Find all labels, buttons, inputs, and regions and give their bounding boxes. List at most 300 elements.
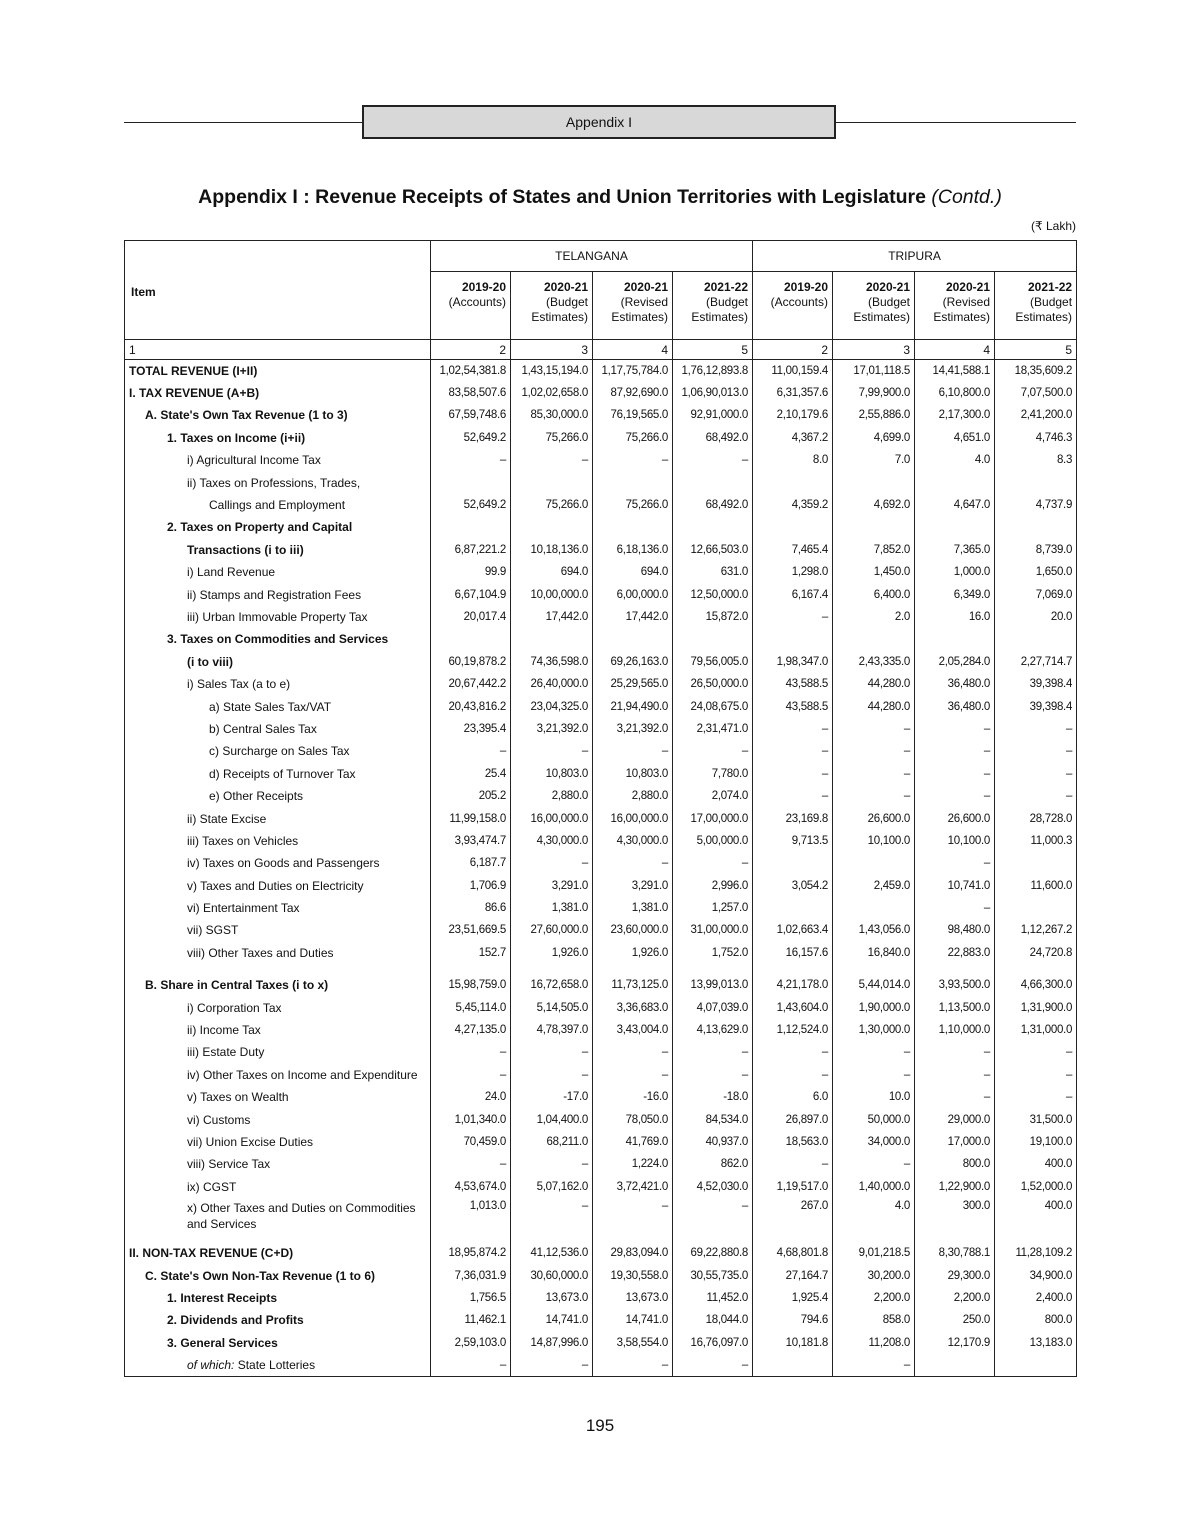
year-header — [593, 272, 673, 340]
value-cell: 18,044.0 — [673, 1309, 753, 1331]
value-cell — [915, 516, 995, 538]
value-cell: 4,52,030.0 — [673, 1176, 753, 1198]
value-cell: 23,04,325.0 — [511, 695, 593, 717]
value-cell: 3,291.0 — [593, 874, 673, 896]
spacer-cell — [915, 1232, 995, 1242]
value-cell: – — [833, 1153, 915, 1175]
value-cell: 30,55,735.0 — [673, 1264, 753, 1286]
value-cell: 1,02,02,658.0 — [511, 382, 593, 404]
value-cell: 1,43,15,194.0 — [511, 360, 593, 382]
value-cell: 14,741.0 — [511, 1309, 593, 1331]
value-cell: 50,000.0 — [833, 1108, 915, 1130]
spacer-cell — [431, 964, 511, 974]
value-cell: 7,852.0 — [833, 539, 915, 561]
spacer-cell — [995, 964, 1077, 974]
row-label: iii) Urban Immovable Property Tax — [125, 606, 431, 628]
value-cell: 7,069.0 — [995, 583, 1077, 605]
row-label: 1. Taxes on Income (i+ii) — [125, 427, 431, 449]
value-cell: 70,459.0 — [431, 1131, 511, 1153]
value-cell: – — [915, 852, 995, 874]
table-row — [125, 874, 1077, 896]
value-cell: 27,60,000.0 — [511, 919, 593, 941]
row-label: i) Corporation Tax — [125, 996, 431, 1018]
value-cell: 205.2 — [431, 785, 511, 807]
value-cell — [431, 628, 511, 650]
spacer-cell — [833, 964, 915, 974]
row-label: 3. General Services — [125, 1332, 431, 1354]
row-label: iii) Taxes on Vehicles — [125, 830, 431, 852]
value-cell: 2,880.0 — [511, 785, 593, 807]
value-cell: 1,30,000.0 — [833, 1019, 915, 1041]
value-cell: 25,29,565.0 — [593, 673, 673, 695]
value-cell: 1,31,000.0 — [995, 1019, 1077, 1041]
value-cell: -18.0 — [673, 1086, 753, 1108]
value-cell: 1,925.4 — [753, 1287, 833, 1309]
row-label: v) Taxes and Duties on Electricity — [125, 874, 431, 896]
value-cell — [673, 516, 753, 538]
table-row — [125, 651, 1077, 673]
table-row — [125, 1019, 1077, 1041]
row-label: iv) Taxes on Goods and Passengers — [125, 852, 431, 874]
value-cell: 43,588.5 — [753, 695, 833, 717]
value-cell: 1,22,900.0 — [915, 1176, 995, 1198]
value-cell: 1,01,340.0 — [431, 1108, 511, 1130]
appendix-banner: Appendix I — [362, 105, 836, 139]
value-cell: 34,900.0 — [995, 1264, 1077, 1286]
value-cell: – — [833, 1064, 915, 1086]
value-cell: 26,40,000.0 — [511, 673, 593, 695]
estimate-type-line2: Estimates) — [1015, 310, 1073, 324]
value-cell: 10,181.8 — [753, 1332, 833, 1354]
value-cell: – — [995, 740, 1077, 762]
row-label: vi) Customs — [125, 1108, 431, 1130]
value-cell: – — [673, 852, 753, 874]
value-cell: 6,167.4 — [753, 583, 833, 605]
value-cell: 27,164.7 — [753, 1264, 833, 1286]
value-cell — [753, 628, 833, 650]
value-cell: 400.0 — [995, 1153, 1077, 1175]
spacer-cell — [593, 1232, 673, 1242]
table-row — [125, 807, 1077, 829]
value-cell: 86.6 — [431, 897, 511, 919]
value-cell: 13,673.0 — [511, 1287, 593, 1309]
value-cell: – — [753, 1064, 833, 1086]
value-cell: 1,43,056.0 — [833, 919, 915, 941]
value-cell: 10,100.0 — [833, 830, 915, 852]
spacer-cell — [753, 964, 833, 974]
value-cell: 400.0 — [995, 1198, 1077, 1232]
value-cell: 16.0 — [915, 606, 995, 628]
value-cell: 1,17,75,784.0 — [593, 360, 673, 382]
value-cell: 24.0 — [431, 1086, 511, 1108]
table-row — [125, 1108, 1077, 1130]
table-row — [125, 427, 1077, 449]
value-cell: 14,741.0 — [593, 1309, 673, 1331]
row-label: vii) SGST — [125, 919, 431, 941]
value-cell: – — [833, 785, 915, 807]
table-row — [125, 974, 1077, 996]
year-header — [673, 272, 753, 340]
value-cell: 3,054.2 — [753, 874, 833, 896]
value-cell: 23,51,669.5 — [431, 919, 511, 941]
value-cell: 5,14,505.0 — [511, 996, 593, 1018]
value-cell: 152.7 — [431, 942, 511, 964]
value-cell: – — [593, 1064, 673, 1086]
item-header: Item — [125, 241, 431, 340]
column-index: 5 — [995, 340, 1077, 360]
estimate-type-line2: Estimates) — [933, 310, 990, 324]
row-label: ii) Taxes on Professions, Trades, — [125, 471, 431, 493]
value-cell: 1,013.0 — [431, 1198, 511, 1232]
value-cell: 9,01,218.5 — [833, 1242, 915, 1264]
value-cell: 13,99,013.0 — [673, 974, 753, 996]
value-cell: – — [593, 1198, 673, 1232]
value-cell: 13,183.0 — [995, 1332, 1077, 1354]
value-cell: 694.0 — [511, 561, 593, 583]
value-cell: 4,30,000.0 — [593, 830, 673, 852]
value-cell: 6,400.0 — [833, 583, 915, 605]
row-label: B. Share in Central Taxes (i to x) — [125, 974, 431, 996]
row-label: ii) State Excise — [125, 807, 431, 829]
value-cell: 11,462.1 — [431, 1309, 511, 1331]
table-row — [125, 964, 1077, 974]
value-cell: 11,28,109.2 — [995, 1242, 1077, 1264]
column-index: 2 — [753, 340, 833, 360]
value-cell: 11,73,125.0 — [593, 974, 673, 996]
state-header-tripura: TRIPURA — [753, 241, 1077, 272]
value-cell: 4,21,178.0 — [753, 974, 833, 996]
value-cell: 10,741.0 — [915, 874, 995, 896]
value-cell — [915, 628, 995, 650]
value-cell — [753, 1354, 833, 1376]
value-cell: – — [995, 1064, 1077, 1086]
value-cell: 2,43,335.0 — [833, 651, 915, 673]
value-cell: 2,074.0 — [673, 785, 753, 807]
value-cell: 3,21,392.0 — [593, 718, 673, 740]
value-cell — [833, 471, 915, 493]
value-cell: 2,459.0 — [833, 874, 915, 896]
value-cell: 31,500.0 — [995, 1108, 1077, 1130]
value-cell: 79,56,005.0 — [673, 651, 753, 673]
value-cell: 1,381.0 — [593, 897, 673, 919]
value-cell: 4,68,801.8 — [753, 1242, 833, 1264]
estimate-type-line2: Estimates) — [691, 310, 748, 324]
value-cell: 13,673.0 — [593, 1287, 673, 1309]
value-cell — [753, 897, 833, 919]
spacer-cell — [673, 1232, 753, 1242]
value-cell: 7,99,900.0 — [833, 382, 915, 404]
table-row — [125, 852, 1077, 874]
value-cell: 18,35,609.2 — [995, 360, 1077, 382]
value-cell: 1,706.9 — [431, 874, 511, 896]
value-cell: 8.0 — [753, 449, 833, 471]
value-cell: – — [673, 449, 753, 471]
spacer-cell — [125, 964, 431, 974]
value-cell — [995, 516, 1077, 538]
table-row — [125, 897, 1077, 919]
value-cell: – — [511, 1064, 593, 1086]
value-cell: 5,44,014.0 — [833, 974, 915, 996]
value-cell: – — [995, 1086, 1077, 1108]
row-label: vii) Union Excise Duties — [125, 1131, 431, 1153]
value-cell: 1,40,000.0 — [833, 1176, 915, 1198]
value-cell — [593, 471, 673, 493]
value-cell: 2,200.0 — [833, 1287, 915, 1309]
value-cell: 30,60,000.0 — [511, 1264, 593, 1286]
value-cell: 2,200.0 — [915, 1287, 995, 1309]
value-cell: 23,169.8 — [753, 807, 833, 829]
table-row — [125, 830, 1077, 852]
column-index: 4 — [915, 340, 995, 360]
row-label: d) Receipts of Turnover Tax — [125, 763, 431, 785]
state-header-telangana: TELANGANA — [431, 241, 753, 272]
estimate-type: (Revised — [942, 295, 990, 309]
header-rule-right — [836, 122, 1076, 123]
value-cell: 29,83,094.0 — [593, 1242, 673, 1264]
year-header — [833, 272, 915, 340]
spacer-cell — [833, 1232, 915, 1242]
value-cell: – — [673, 740, 753, 762]
value-cell: 5,07,162.0 — [511, 1176, 593, 1198]
value-cell: 7.0 — [833, 449, 915, 471]
value-cell: 20,67,442.2 — [431, 673, 511, 695]
column-index: 3 — [833, 340, 915, 360]
value-cell: 8,30,788.1 — [915, 1242, 995, 1264]
row-label: e) Other Receipts — [125, 785, 431, 807]
estimate-type: (Budget — [705, 295, 748, 309]
value-cell: 800.0 — [995, 1309, 1077, 1331]
table-row — [125, 785, 1077, 807]
table-row — [125, 942, 1077, 964]
row-label: b) Central Sales Tax — [125, 718, 431, 740]
row-label: i) Agricultural Income Tax — [125, 449, 431, 471]
value-cell — [995, 852, 1077, 874]
value-cell: 20,017.4 — [431, 606, 511, 628]
value-cell — [753, 852, 833, 874]
table-row — [125, 628, 1077, 650]
value-cell: 858.0 — [833, 1309, 915, 1331]
value-cell: 4,66,300.0 — [995, 974, 1077, 996]
table-row — [125, 1264, 1077, 1286]
estimate-type: (Budget — [1030, 295, 1073, 309]
value-cell: 20,43,816.2 — [431, 695, 511, 717]
year-header — [511, 272, 593, 340]
value-cell: 10,00,000.0 — [511, 583, 593, 605]
value-cell: 6,10,800.0 — [915, 382, 995, 404]
value-cell: 11,452.0 — [673, 1287, 753, 1309]
value-cell: 6,31,357.6 — [753, 382, 833, 404]
value-cell: – — [995, 785, 1077, 807]
value-cell: 68,211.0 — [511, 1131, 593, 1153]
value-cell — [511, 516, 593, 538]
value-cell — [995, 628, 1077, 650]
value-cell: 1,756.5 — [431, 1287, 511, 1309]
value-cell: – — [915, 1064, 995, 1086]
row-label: I. TAX REVENUE (A+B) — [125, 382, 431, 404]
table-row — [125, 382, 1077, 404]
value-cell: 6,349.0 — [915, 583, 995, 605]
value-cell: – — [593, 1041, 673, 1063]
value-cell: 1,31,900.0 — [995, 996, 1077, 1018]
estimate-type: (Budget — [545, 295, 588, 309]
table-body — [125, 360, 1077, 1377]
value-cell: – — [673, 1354, 753, 1376]
value-cell — [511, 471, 593, 493]
value-cell: 4,692.0 — [833, 494, 915, 516]
value-cell: 43,588.5 — [753, 673, 833, 695]
value-cell: 7,365.0 — [915, 539, 995, 561]
value-cell — [593, 516, 673, 538]
year-label: 2020-21 — [623, 280, 668, 294]
value-cell: 2,17,300.0 — [915, 404, 995, 426]
value-cell: 694.0 — [593, 561, 673, 583]
value-cell: 11,99,158.0 — [431, 807, 511, 829]
value-cell: 16,00,000.0 — [511, 807, 593, 829]
estimate-type-line2: Estimates) — [611, 310, 668, 324]
value-cell: 862.0 — [673, 1153, 753, 1175]
year-label: 2020-21 — [543, 280, 588, 294]
value-cell — [833, 897, 915, 919]
value-cell: 3,291.0 — [511, 874, 593, 896]
table-row — [125, 583, 1077, 605]
value-cell: 1,52,000.0 — [995, 1176, 1077, 1198]
column-index: 1 — [125, 340, 431, 360]
value-cell: 2,27,714.7 — [995, 651, 1077, 673]
value-cell — [753, 471, 833, 493]
value-cell: 4,699.0 — [833, 427, 915, 449]
row-label: viii) Service Tax — [125, 1153, 431, 1175]
value-cell: 18,95,874.2 — [431, 1242, 511, 1264]
value-cell: 75,266.0 — [593, 494, 673, 516]
row-label: a) State Sales Tax/VAT — [125, 695, 431, 717]
value-cell: – — [431, 1041, 511, 1063]
value-cell — [915, 471, 995, 493]
row-label: C. State's Own Non-Tax Revenue (1 to 6) — [125, 1264, 431, 1286]
value-cell: 4,07,039.0 — [673, 996, 753, 1018]
value-cell: 6,187.7 — [431, 852, 511, 874]
value-cell: – — [511, 449, 593, 471]
value-cell: 83,58,507.6 — [431, 382, 511, 404]
value-cell: 29,000.0 — [915, 1108, 995, 1130]
value-cell: – — [593, 449, 673, 471]
value-cell: – — [915, 763, 995, 785]
year-label: 2020-21 — [945, 280, 990, 294]
value-cell: – — [833, 1041, 915, 1063]
row-label: i) Land Revenue — [125, 561, 431, 583]
value-cell: 1,19,517.0 — [753, 1176, 833, 1198]
spacer-cell — [431, 1232, 511, 1242]
value-cell: 250.0 — [915, 1309, 995, 1331]
value-cell: 92,91,000.0 — [673, 404, 753, 426]
value-cell: 78,050.0 — [593, 1108, 673, 1130]
value-cell: 12,170.9 — [915, 1332, 995, 1354]
value-cell: 28,728.0 — [995, 807, 1077, 829]
value-cell: 1,926.0 — [593, 942, 673, 964]
value-cell: 4,53,674.0 — [431, 1176, 511, 1198]
value-cell: – — [915, 785, 995, 807]
table-row — [125, 1287, 1077, 1309]
table-row — [125, 1198, 1077, 1232]
value-cell: 4,30,000.0 — [511, 830, 593, 852]
table-row — [125, 1309, 1077, 1331]
value-cell — [833, 628, 915, 650]
table-row — [125, 740, 1077, 762]
value-cell: 15,98,759.0 — [431, 974, 511, 996]
value-cell: 87,92,690.0 — [593, 382, 673, 404]
value-cell: – — [431, 740, 511, 762]
value-cell: 3,21,392.0 — [511, 718, 593, 740]
table-row — [125, 539, 1077, 561]
table-row — [125, 1242, 1077, 1264]
value-cell — [915, 1354, 995, 1376]
value-cell: 22,883.0 — [915, 942, 995, 964]
value-cell: 34,000.0 — [833, 1131, 915, 1153]
row-label: iv) Other Taxes on Income and Expenditure — [125, 1064, 431, 1086]
table-row — [125, 1153, 1077, 1175]
value-cell: 40,937.0 — [673, 1131, 753, 1153]
value-cell: 10.0 — [833, 1086, 915, 1108]
value-cell: – — [995, 718, 1077, 740]
value-cell: 26,600.0 — [833, 807, 915, 829]
table-row — [125, 1086, 1077, 1108]
value-cell: 16,840.0 — [833, 942, 915, 964]
value-cell: 30,200.0 — [833, 1264, 915, 1286]
table-row — [125, 1064, 1077, 1086]
value-cell: 3,93,500.0 — [915, 974, 995, 996]
year-header — [431, 272, 511, 340]
value-cell — [995, 471, 1077, 493]
estimate-type: (Accounts) — [770, 295, 828, 309]
value-cell: – — [511, 852, 593, 874]
value-cell: 41,12,536.0 — [511, 1242, 593, 1264]
value-cell: – — [833, 1354, 915, 1376]
value-cell: 1,298.0 — [753, 561, 833, 583]
value-cell: – — [995, 763, 1077, 785]
value-cell: 631.0 — [673, 561, 753, 583]
table-row — [125, 606, 1077, 628]
year-label: 2021-22 — [703, 280, 748, 294]
value-cell: 1,06,90,013.0 — [673, 382, 753, 404]
value-cell — [673, 471, 753, 493]
value-cell: 41,769.0 — [593, 1131, 673, 1153]
value-cell — [833, 852, 915, 874]
row-label: 2. Dividends and Profits — [125, 1309, 431, 1331]
column-index: 5 — [673, 340, 753, 360]
spacer-cell — [511, 964, 593, 974]
value-cell — [995, 897, 1077, 919]
value-cell — [753, 516, 833, 538]
value-cell: 52,649.2 — [431, 494, 511, 516]
value-cell: 11,208.0 — [833, 1332, 915, 1354]
spacer-cell — [593, 964, 673, 974]
value-cell: 1,13,500.0 — [915, 996, 995, 1018]
value-cell: 3,58,554.0 — [593, 1332, 673, 1354]
value-cell: 2,996.0 — [673, 874, 753, 896]
value-cell: – — [915, 1086, 995, 1108]
value-cell: 1,43,604.0 — [753, 996, 833, 1018]
row-label: TOTAL REVENUE (I+II) — [125, 360, 431, 382]
value-cell: 74,36,598.0 — [511, 651, 593, 673]
year-label: 2021-22 — [1028, 280, 1073, 294]
value-cell: 4,13,629.0 — [673, 1019, 753, 1041]
value-cell: 2,10,179.6 — [753, 404, 833, 426]
value-cell: 68,492.0 — [673, 494, 753, 516]
value-cell: 7,780.0 — [673, 763, 753, 785]
column-index: 3 — [511, 340, 593, 360]
table-row — [125, 1332, 1077, 1354]
value-cell: – — [511, 740, 593, 762]
row-label — [125, 1354, 431, 1376]
